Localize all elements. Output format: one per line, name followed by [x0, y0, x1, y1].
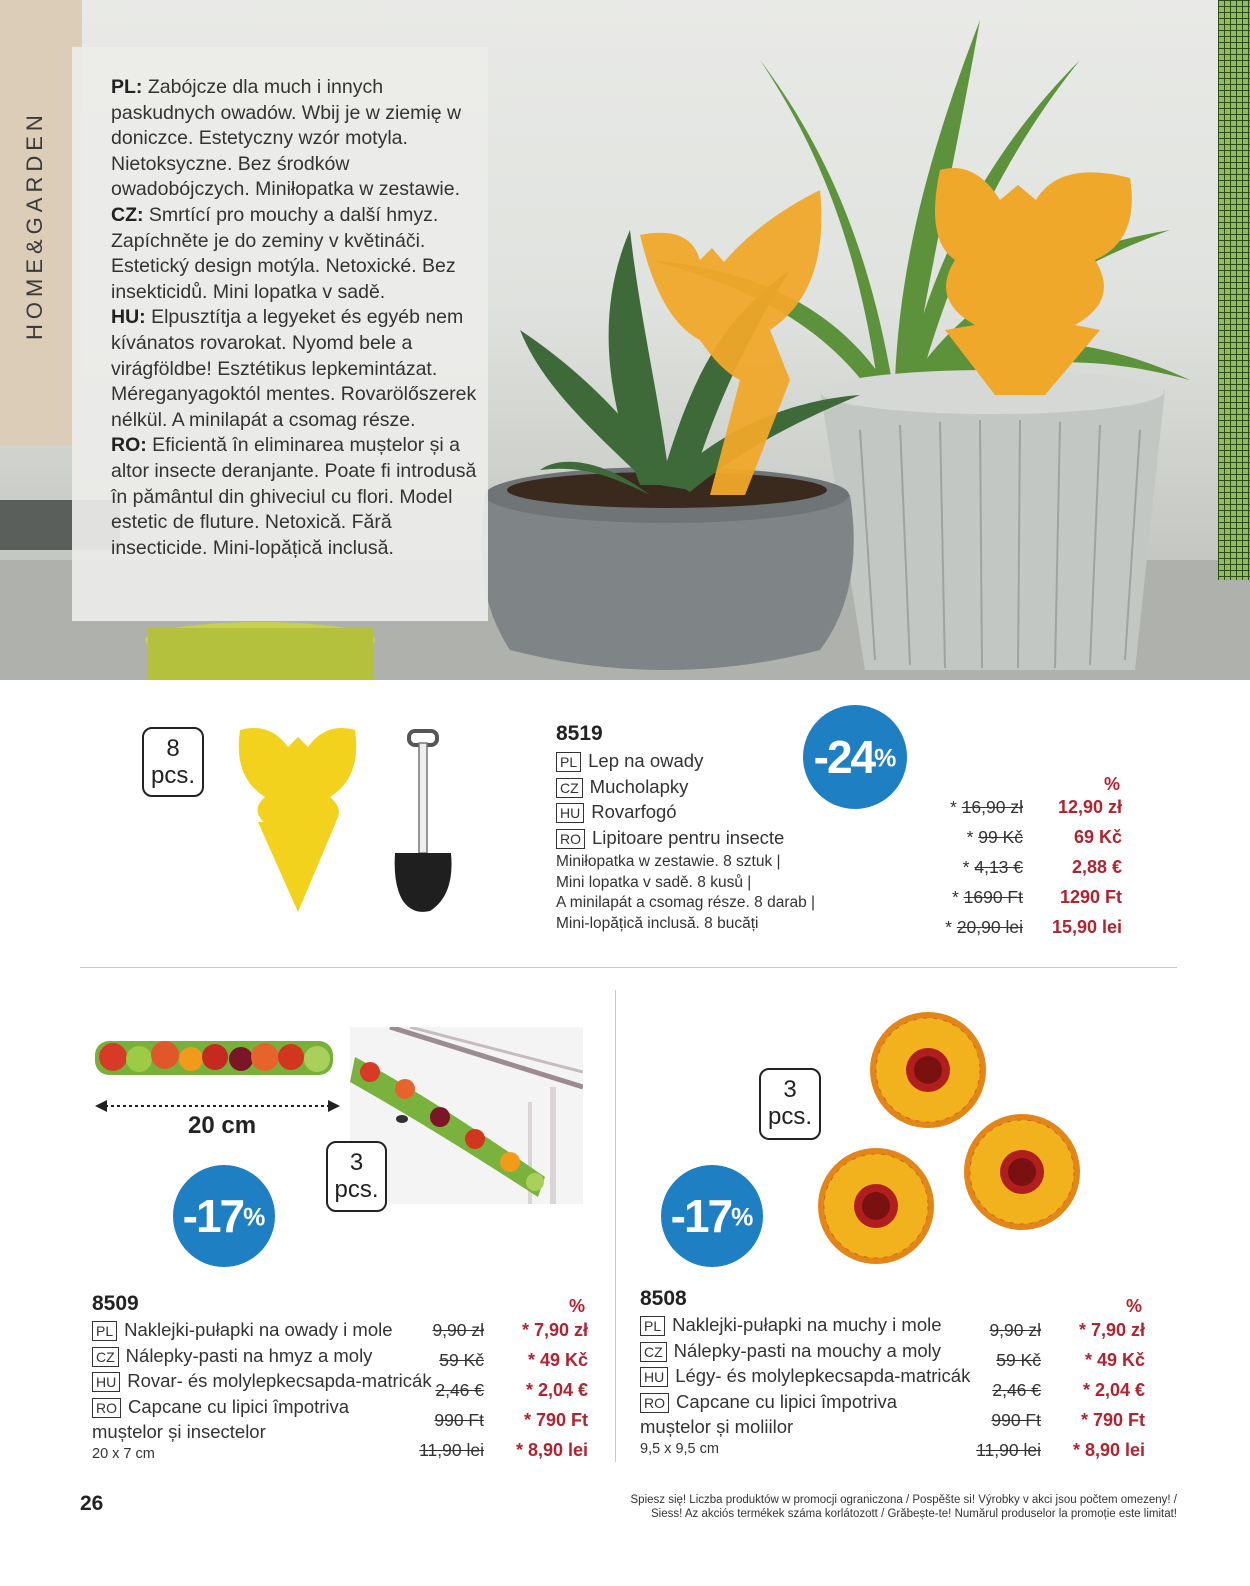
old-price: * 1690 Ft [951, 887, 1023, 907]
category-tab [0, 0, 82, 445]
fruit-sticker-strip [95, 1035, 333, 1080]
old-price: 59 Kč [439, 1350, 484, 1370]
new-price: * 49 Kč [527, 1350, 588, 1370]
size-label: 20 x 7 cm [92, 1446, 155, 1462]
mini-shovel-image [385, 725, 455, 915]
description-hu: HU: Elpusztítja a legyeket és egyéb nem kívánatos rovarokat. Nyomd bele a virágföldbe! Esztétikus lepkemintázat. Méreganyagoktól mentes. Rovarölőszerek nélkül. A minilapát a csomag része. [111, 306, 477, 431]
old-price: 990 Ft [991, 1410, 1041, 1430]
new-price: * 8,90 lei [1072, 1440, 1145, 1460]
new-price: 1290 Ft [1059, 887, 1122, 907]
note-line: A minilapát a csomag része. 8 darab | [556, 894, 816, 911]
new-prices-8519 [1020, 797, 1122, 947]
old-price: * 20,90 lei [945, 917, 1023, 937]
note-line: Mini-lopățică inclusă. 8 bucăți [556, 914, 759, 932]
new-price: * 2,04 € [1082, 1380, 1145, 1400]
pcs-label: pcs. [150, 762, 195, 789]
new-price: 2,88 € [1071, 857, 1122, 877]
description-text [111, 75, 491, 561]
new-price: * 49 Kč [1084, 1350, 1145, 1370]
sku-8509: 8509 [92, 1292, 139, 1315]
description-pl: PL: Zabójcze dla much i innych paskudnych owadów. Wbij je w ziemię w doniczce. Estetyczny wzór motyla. Nietoksyczne. Bez środków owadobójczych. Miniłopatka w zestawie. [111, 76, 462, 201]
name-row-cz: CZ Nálepky-pasti na mouchy a moly [640, 1340, 970, 1366]
name-row-hu: HU Rovarfogó [556, 801, 815, 827]
new-price: 15,90 lei [1051, 917, 1122, 937]
name-row-cz: CZ Nálepky-pasti na hmyz a moly [92, 1345, 432, 1371]
pct-header: % [569, 1296, 586, 1316]
names-8508 [640, 1314, 970, 1460]
pcs-label: pcs. [767, 1103, 812, 1130]
name-row-ro: RO Lipitoare pentru insecte [556, 827, 815, 853]
column-divider [615, 990, 616, 1462]
name-row-pl: PL Lep na owady [556, 750, 815, 776]
name-row-hu: HU Légy- és molylepkecsapda-matricák [640, 1365, 970, 1391]
pcs-badge-8519 [142, 727, 204, 797]
new-price: 12,90 zł [1057, 797, 1122, 817]
sunflower [870, 1012, 986, 1128]
old-price: 11,90 lei [419, 1440, 484, 1460]
names-8519 [556, 750, 815, 934]
sunflower-stickers [810, 1010, 1095, 1270]
description-cz: CZ: Smrtící pro mouchy a další hmyz. Zapíchněte je do zeminy v květináči. Estetický design motýla. Netoxické. Bez insekticidů. Mini lopatka v sadě. [111, 203, 456, 303]
old-price: 9,90 zł [432, 1320, 484, 1340]
name-continuation: muștelor și moliilor [640, 1416, 794, 1437]
old-price: 2,46 € [992, 1380, 1041, 1400]
old-prices-8519 [930, 797, 1023, 947]
name-row-ro: RO Capcane cu lipici împotriva [92, 1396, 432, 1422]
new-price: * 7,90 zł [521, 1320, 588, 1340]
old-price: 9,90 zł [989, 1320, 1041, 1340]
discount-badge-8508: -17% [661, 1165, 763, 1267]
new-price: 69 Kč [1073, 827, 1122, 847]
old-prices-8508 [950, 1320, 1041, 1470]
discount-badge-8509: -17% [173, 1165, 275, 1267]
old-price: 59 Kč [996, 1350, 1041, 1370]
name-row-ro: RO Capcane cu lipici împotriva [640, 1391, 970, 1417]
name-row-pl: PL Naklejki-pułapki na owady i mole [92, 1319, 432, 1345]
pcs-number: 3 [783, 1076, 797, 1103]
old-price: 990 Ft [434, 1410, 484, 1430]
old-price: * 4,13 € [962, 857, 1023, 877]
new-price: * 790 Ft [523, 1410, 588, 1430]
pcs-label: pcs. [334, 1176, 379, 1203]
section-divider [80, 967, 1177, 968]
note-line: Miniłopatka w zestawie. 8 sztuk | [556, 853, 781, 870]
sunflower [964, 1114, 1080, 1230]
hero-photo [0, 0, 1250, 680]
discount-badge-8519: -24% [803, 705, 907, 809]
name-row-cz: CZ Mucholapky [556, 776, 815, 802]
pct-header: % [1126, 1296, 1143, 1316]
category-tab-label: HOME&GARDEN [22, 110, 47, 340]
old-prices-8509 [400, 1320, 484, 1470]
new-price: * 7,90 zł [1078, 1320, 1145, 1340]
footer-note: Spiesz się! Liczba produktów w promocji ograniczona / Pospěšte si! Výrobky v akci jsou počtem omezeny! / Siess! Az akciós termékek száma korlátozott / Grăbește-te! Numărul produselor la promoție este limitat! [630, 1494, 1177, 1520]
window-mesh [1218, 0, 1250, 580]
name-row-hu: HU Rovar- és molylepkecsapda-matricák [92, 1370, 432, 1396]
pcs-badge-8509 [326, 1141, 387, 1212]
name-row-pl: PL Naklejki-pułapki na muchy i mole [640, 1314, 970, 1340]
new-prices-8508 [1045, 1320, 1145, 1470]
description-ro: RO: Eficientă în eliminarea muștelor și a altor insecte deranjante. Poate fi introdusă în pământul din ghiveciul cu flori. Model estetic de fluture. Netoxică. Fără insecticide. Mini-lopățică inclusă. [111, 434, 477, 559]
sku-8508: 8508 [640, 1287, 687, 1310]
dimension-label: 20 cm [188, 1112, 257, 1139]
old-price: 11,90 lei [976, 1440, 1041, 1460]
old-price: * 99 Kč [966, 827, 1023, 847]
butterfly-trap-image [230, 722, 365, 917]
pcs-number: 3 [349, 1149, 364, 1176]
old-price: * 16,90 zł [950, 797, 1023, 817]
names-8509 [92, 1319, 432, 1465]
note-line: Mini lopatka v sadě. 8 kusů | [556, 873, 752, 891]
sunflower [818, 1148, 934, 1264]
new-price: * 790 Ft [1080, 1410, 1145, 1430]
pcs-number: 8 [166, 735, 180, 762]
sku-8519: 8519 [556, 722, 603, 745]
new-price: * 2,04 € [525, 1380, 588, 1400]
name-continuation: muștelor și insectelor [92, 1421, 266, 1442]
page-number: 26 [80, 1492, 104, 1515]
size-label: 9,5 x 9,5 cm [640, 1441, 719, 1457]
new-price: * 8,90 lei [515, 1440, 588, 1460]
pct-header: % [1104, 774, 1121, 794]
old-price: 2,46 € [435, 1380, 484, 1400]
new-prices-8509 [490, 1320, 588, 1470]
